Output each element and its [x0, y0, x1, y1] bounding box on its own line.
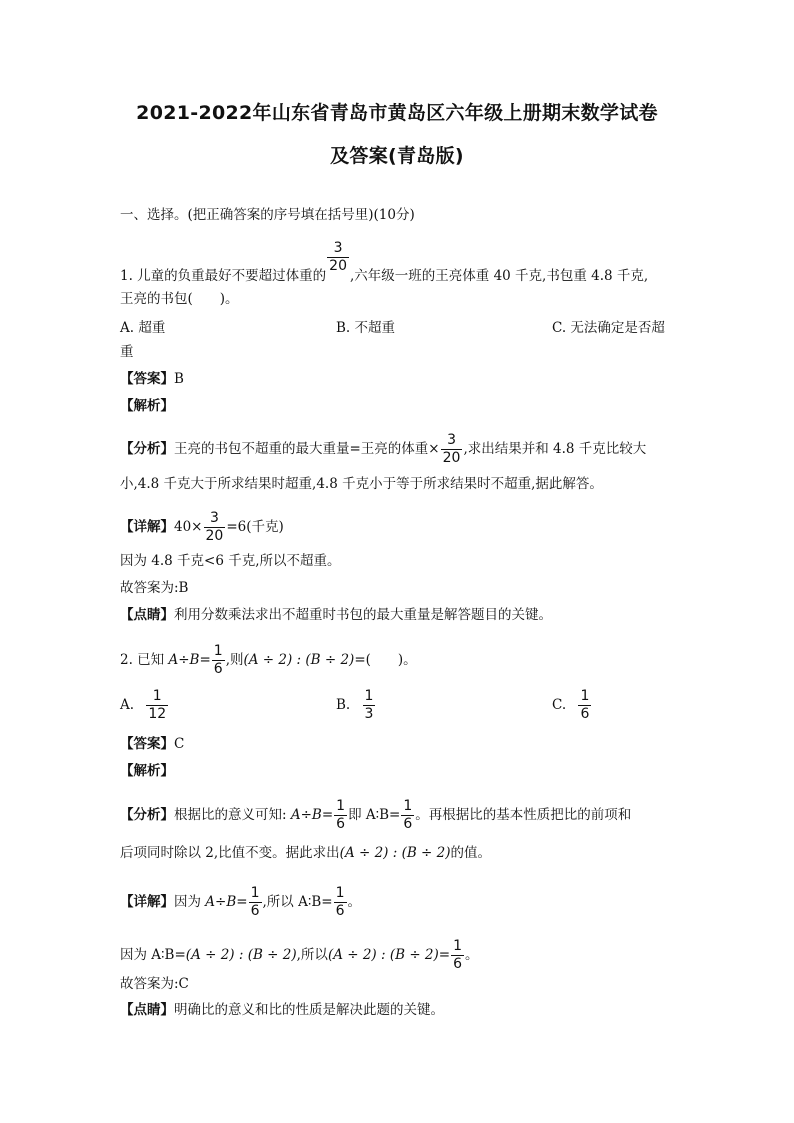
q2-detail-div: ÷ [215, 894, 227, 910]
q1-fenxi-line1 [120, 432, 646, 467]
q2-because-line [120, 938, 479, 973]
q2-option-b-fraction [363, 688, 376, 723]
q2-fenxi-var-b: B [311, 807, 322, 823]
q2-detail-var-a: A [205, 894, 216, 910]
q1-detail-fraction [204, 510, 226, 545]
q1-because: 因为 4.8 千克<6 千克,所以不超重。 [120, 553, 341, 569]
q2-answer-label: 【答案】 [120, 736, 174, 752]
q2-fenxi-line2 [120, 843, 491, 863]
q2-fenxi-text-b: 。再根据比的基本性质把比的前项和 [415, 807, 632, 823]
q2-because-text-c: 。 [465, 947, 479, 963]
q2-detail-line [120, 885, 361, 920]
q2-option-a-numerator: 1 [152, 688, 162, 704]
q2-option-a-denominator: 12 [148, 706, 167, 722]
section-heading: 一、选择。(把正确答案的序号填在括号里)(10分) [120, 207, 415, 223]
q1-tip-text: 利用分数乘法求出不超重时书包的最大重量是解答题目的关键。 [174, 607, 552, 623]
q1-answer [120, 369, 184, 389]
q2-detail-fraction-1-numerator: 1 [250, 885, 260, 901]
q2-tip-label: 【点睛】 [120, 1002, 174, 1018]
q2-stem-fraction-denominator: 6 [213, 661, 223, 677]
q2-fenxi-fraction-2-numerator: 1 [403, 798, 413, 814]
q1-detail-label: 【详解】 [120, 519, 174, 535]
q1-answer-label: 【答案】 [120, 371, 174, 387]
q1-answer-value: B [174, 371, 184, 387]
q2-because-fraction [451, 938, 464, 973]
q2-because-fraction-numerator: 1 [453, 938, 463, 954]
q2-fenxi-text-c: 后项同时除以 2,比值不变。据此求出 [120, 845, 340, 861]
q2-div-sign: ÷ [178, 652, 190, 668]
q2-because-expression-1: (A ÷ 2) : (B ÷ 2) [185, 947, 297, 963]
document-title-line1: 2021-2022年山东省青岛市黄岛区六年级上册期末数学试卷 [136, 102, 658, 124]
q2-fenxi-label: 【分析】 [120, 807, 174, 823]
q2-option-c [552, 688, 592, 723]
q1-stem-text-b: ,六年级一班的王亮体重 40 千克,书包重 4.8 千克, [350, 268, 649, 284]
q2-fenxi-fraction-2 [401, 798, 414, 833]
q1-detail-text-a: 40× [174, 519, 203, 535]
q2-option-b-denominator: 3 [364, 706, 374, 722]
q2-detail-fraction-2-denominator: 6 [335, 903, 345, 919]
q1-detail-fraction-denominator: 20 [205, 528, 224, 544]
q1-fenxi-fraction-numerator: 3 [447, 432, 456, 448]
q2-fenxi-var-a: A [290, 807, 301, 823]
q1-fenxi-text-a: 王亮的书包不超重的最大重量=王亮的体重× [174, 441, 440, 457]
q1-detail-text-b: =6(千克) [226, 519, 284, 535]
q1-tip-label: 【点睛】 [120, 607, 174, 623]
q2-var-b: B [189, 652, 200, 668]
q2-tip-text: 明确比的意义和比的性质是解决此题的关键。 [174, 1002, 444, 1018]
q2-option-b-numerator: 1 [364, 688, 374, 704]
q1-fraction [327, 240, 349, 275]
q2-fenxi-text-a: 根据比的意义可知: [174, 807, 287, 823]
q2-analysis-label: 【解析】 [120, 763, 174, 779]
q2-because-text-b: ,所以 [296, 947, 328, 963]
q2-fenxi-text-mid: 即 A∶B= [348, 807, 401, 823]
q1-stem-line1 [120, 240, 648, 286]
q2-option-c-numerator: 1 [580, 688, 590, 704]
q1-option-c-wrap: 重 [120, 344, 134, 360]
q1-fraction-denominator: 20 [329, 258, 347, 274]
q2-fenxi-fraction-1 [334, 798, 347, 833]
q2-fenxi-text-d: 的值。 [450, 845, 492, 861]
q2-answer [120, 734, 184, 754]
q2-because-text-a: 因为 A∶B= [120, 947, 186, 963]
q2-option-a-label: A. [120, 697, 135, 713]
q2-detail-fraction-1 [249, 885, 262, 920]
q2-stem-expression: (A ÷ 2) : (B ÷ 2) [243, 652, 355, 668]
q1-tip [120, 605, 552, 625]
q2-detail-var-b: B [226, 894, 237, 910]
q1-fenxi-line2: 小,4.8 千克大于所求结果时超重,4.8 千克小于等于所求结果时不超重,据此解答。 [120, 476, 603, 492]
q2-because-expression-2: (A ÷ 2) : (B ÷ 2) [327, 947, 439, 963]
q2-option-c-fraction [578, 688, 591, 723]
q2-fenxi-fraction-1-denominator: 6 [336, 816, 346, 832]
q1-fenxi-fraction [441, 432, 463, 467]
q2-detail-text-b: ,所以 A∶B= [262, 894, 333, 910]
q1-detail-line [120, 510, 284, 545]
q2-fenxi-line1 [120, 798, 631, 833]
q2-detail-fraction-1-denominator: 6 [250, 903, 260, 919]
q2-answer-value: C [174, 736, 185, 752]
q1-therefore: 故答案为:B [120, 580, 189, 596]
q2-stem-text-c: =( )。 [354, 652, 417, 668]
q1-stem-line2: 王亮的书包( )。 [120, 291, 239, 307]
q2-stem-text-a: 2. 已知 [120, 652, 165, 668]
q1-fenxi-text-b: ,求出结果并和 4.8 千克比较大 [463, 441, 647, 457]
q2-option-a-fraction [146, 688, 168, 723]
q2-because-fraction-denominator: 6 [453, 956, 463, 972]
q1-option-c: C. 无法确定是否超 [552, 320, 665, 336]
q2-stem [120, 643, 417, 678]
q2-fenxi-fraction-2-denominator: 6 [403, 816, 413, 832]
q2-option-b [336, 688, 376, 723]
q2-detail-eq: = [236, 894, 248, 910]
q1-fenxi-label: 【分析】 [120, 441, 174, 457]
q2-fenxi-expression: (A ÷ 2) : (B ÷ 2) [339, 845, 451, 861]
q2-stem-fraction-numerator: 1 [213, 643, 223, 659]
q2-fenxi-fraction-1-numerator: 1 [336, 798, 346, 814]
q2-stem-fraction [212, 643, 225, 678]
q2-therefore: 故答案为:C [120, 976, 189, 992]
q2-detail-text-a: 因为 [174, 894, 201, 910]
q2-detail-fraction-2 [334, 885, 347, 920]
q2-detail-label: 【详解】 [120, 894, 174, 910]
q2-option-c-label: C. [552, 697, 567, 713]
q2-eq-sign: = [199, 652, 211, 668]
q2-because-eq: = [438, 947, 451, 963]
q1-option-a: A. 超重 [120, 320, 166, 336]
q1-fraction-numerator: 3 [333, 240, 343, 256]
document-title-line2: 及答案(青岛版) [330, 145, 464, 167]
q2-tip [120, 1000, 444, 1020]
q2-var-a: A [168, 652, 179, 668]
q2-detail-fraction-2-numerator: 1 [335, 885, 345, 901]
q2-option-c-denominator: 6 [580, 706, 590, 722]
q1-option-b: B. 不超重 [336, 320, 396, 336]
q1-fenxi-fraction-denominator: 20 [442, 450, 461, 466]
q2-option-b-label: B. [336, 697, 351, 713]
q2-option-a [120, 688, 169, 723]
q2-detail-text-c: 。 [347, 894, 362, 910]
q2-stem-text-b: ,则 [225, 652, 244, 668]
q2-fenxi-div: ÷ [300, 807, 312, 823]
q2-fenxi-eq: = [321, 807, 334, 823]
q1-analysis-label: 【解析】 [120, 398, 174, 414]
q1-stem-text-a: 1. 儿童的负重最好不要超过体重的 [120, 268, 327, 284]
q1-detail-fraction-numerator: 3 [209, 510, 219, 526]
